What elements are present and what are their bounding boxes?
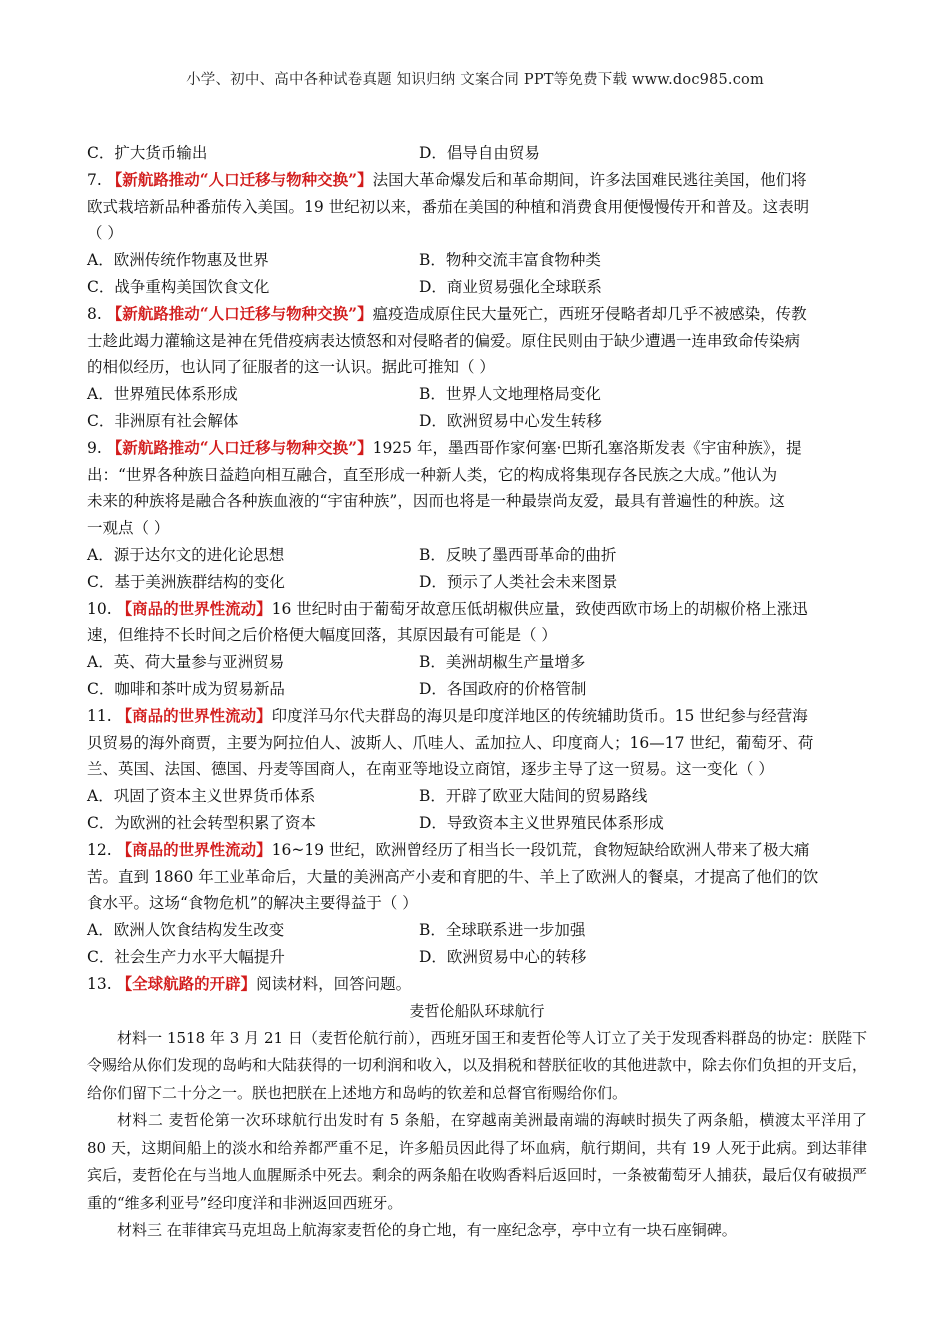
option-a[interactable]: A．欧洲人饮食结构发生改变 (87, 921, 285, 940)
question-text: 兰、英国、法国、德国、丹麦等国商人，在南亚等地设立商馆，逐步主导了这一贸易。这一变化（ ） (87, 760, 774, 779)
option-b[interactable]: B．开辟了欧亚大陆间的贸易路线 (419, 787, 648, 806)
options-row (87, 676, 867, 703)
question-11 (87, 703, 867, 837)
question-8 (87, 301, 867, 435)
option-d[interactable]: D．商业贸易强化全球联系 (419, 277, 602, 296)
options-row (87, 944, 867, 971)
options-row (87, 247, 867, 274)
option-c[interactable]: C．社会生产力水平大幅提升 (87, 947, 285, 966)
question-text: （ ） (87, 224, 123, 243)
option-a[interactable]: A．源于达尔文的进化论思想 (87, 545, 285, 564)
option-b[interactable]: B．美洲胡椒生产量增多 (419, 653, 586, 672)
question-text: 印度洋马尔代夫群岛的海贝是印度洋地区的传统辅助货币。15 世纪参与经营海 (271, 706, 808, 725)
question-number: 12. (87, 840, 112, 859)
question-9 (87, 435, 867, 596)
option-c[interactable]: C．为欧洲的社会转型积累了资本 (87, 813, 316, 832)
question-text: 未来的种族将是融合各种族血液的“宇宙种族”，因而也将是一种最崇尚友爱，最具有普遍性的种族。这 (87, 492, 785, 511)
question-text: 欧式栽培新品种番茄传入美国。19 世纪初以来，番茄在美国的种植和消费食用便慢慢传开和普及。这表明 (87, 197, 810, 216)
options-row (87, 542, 867, 569)
question-number: 11. (87, 706, 112, 725)
options-prev-question (87, 140, 867, 167)
question-text: 阅读材料，回答问题。 (256, 974, 412, 993)
question-text: 1925 年，墨西哥作家何塞·巴斯孔塞洛斯发表《宇宙种族》，提 (372, 438, 802, 457)
options-row (87, 569, 867, 596)
option-d[interactable]: D．欧洲贸易中心发生转移 (419, 411, 602, 430)
question-number: 9. (87, 438, 102, 457)
option-a[interactable]: A．世界殖民体系形成 (87, 385, 238, 404)
question-text: 速，但维持不长时间之后价格便大幅度回落，其原因最有可能是（ ） (87, 626, 557, 645)
page-header[interactable]: 小学、初中、高中各种试卷真题 知识归纳 文案合同 PPT等免费下载 www.doc985.com (186, 72, 764, 88)
option-b[interactable]: B．反映了墨西哥革命的曲折 (419, 545, 617, 564)
option-d[interactable]: D．导致资本主义世界殖民体系形成 (419, 813, 664, 832)
question-tag: 【新航路推动“人口迁移与物种交换”】 (106, 303, 373, 323)
question-tag: 【商品的世界性流动】 (116, 598, 272, 618)
option-c: C．扩大货币输出 (87, 144, 208, 162)
material-3: 材料三 在菲律宾马克坦岛上航海家麦哲伦的身亡地，有一座纪念亭，亭中立有一块石座铜碑。 (117, 1221, 737, 1239)
options-row (87, 810, 867, 837)
option-c[interactable]: C．基于美洲族群结构的变化 (87, 572, 285, 591)
question-text: 16 世纪时由于葡萄牙故意压低胡椒供应量，致使西欧市场上的胡椒价格上涨迅 (271, 599, 808, 618)
option-a[interactable]: A．巩固了资本主义世界货币体系 (87, 787, 316, 806)
question-text: 法国大革命爆发后和革命期间，许多法国难民逃往美国，他们将 (372, 170, 807, 189)
question-text: 苦。直到 1860 年工业革命后，大量的美洲高产小麦和育肥的牛、羊上了欧洲人的餐桌，才提高了他们的饮 (87, 867, 819, 886)
option-b[interactable]: B．世界人文地理格局变化 (419, 385, 601, 404)
exam-content (87, 140, 867, 1245)
question-number: 10. (87, 599, 112, 618)
question-tag: 【商品的世界性流动】 (116, 839, 272, 859)
option-b[interactable]: B．全球联系进一步加强 (419, 921, 586, 940)
option-d[interactable]: D．预示了人类社会未来图景 (419, 572, 618, 591)
question-text: 贝贸易的海外商贾，主要为阿拉伯人、波斯人、爪哇人、孟加拉人、印度商人；16—17 世纪，葡萄牙、荷 (87, 733, 814, 752)
question-number: 8. (87, 304, 102, 323)
option-a[interactable]: A．英、荷大量参与亚洲贸易 (87, 653, 285, 672)
question-text: 食水平。这场“食物危机”的解决主要得益于（ ） (87, 894, 418, 913)
option-c[interactable]: C．战争重构美国饮食文化 (87, 277, 270, 296)
question-number: 13. (87, 974, 112, 993)
question-tag: 【商品的世界性流动】 (116, 705, 272, 725)
question-7 (87, 167, 867, 301)
material-2: 材料二 麦哲伦第一次环球航行出发时有 5 条船，在穿越南美洲最南端的海峡时损失了两条船，横渡太平洋用了 80 天，这期间船上的淡水和给养都严重不足，许多船员因此得了坏血病，航行期间，共有 19 人死于此病。到达菲律宾后，麦哲伦在与当地人血腥厮杀中死去。剩余的两条船在收购香料后返回时，一条被葡萄牙人捕获，最后仅有破损严重的“维多利亚号”经印度洋和非洲返回西班牙。 (87, 1111, 868, 1212)
question-tag: 【全球航路的开辟】 (116, 973, 257, 993)
options-row (87, 408, 867, 435)
question-tag: 【新航路推动“人口迁移与物种交换”】 (106, 169, 373, 189)
options-row (87, 274, 867, 301)
option-d[interactable]: D．各国政府的价格管制 (419, 679, 587, 698)
question-13 (87, 971, 867, 1245)
options-row (87, 381, 867, 408)
question-10 (87, 596, 867, 703)
question-text: 16~19 世纪，欧洲曾经历了相当长一段饥荒，食物短缺给欧洲人带来了极大痛 (271, 840, 810, 859)
option-d: D．倡导自由贸易 (419, 144, 540, 162)
options-row (87, 917, 867, 944)
question-text: 士趁此竭力灌输这是神在凭借疫病表达愤怒和对侵略者的偏爱。原住民则由于缺少遭遇一连串致命传染病 (87, 331, 801, 350)
option-b[interactable]: B．物种交流丰富食物种类 (419, 251, 601, 270)
material-title: 麦哲伦船队环球航行 (409, 1001, 545, 1020)
option-d[interactable]: D．欧洲贸易中心的转移 (419, 947, 587, 966)
question-text: 的相似经历，也认同了征服者的这一认识。据此可推知（ ） (87, 358, 495, 377)
question-text: 一观点（ ） (87, 519, 170, 538)
options-row (87, 783, 867, 810)
option-c[interactable]: C．非洲原有社会解体 (87, 411, 239, 430)
option-a[interactable]: A．欧洲传统作物惠及世界 (87, 251, 269, 270)
option-c[interactable]: C．咖啡和茶叶成为贸易新品 (87, 679, 285, 698)
question-12 (87, 837, 867, 971)
material-1: 材料一 1518 年 3 月 21 日（麦哲伦航行前），西班牙国王和麦哲伦等人订立了关于发现香料群岛的协定：朕陛下令赐给从你们发现的岛屿和大陆获得的一切利润和收入，以及捐税和替朕征收的其他进款中，除去你们负担的开支后，给你们留下二十分之一。朕也把朕在上述地方和岛屿的钦差和总督官衔赐给你们。 (87, 1028, 868, 1102)
question-text: 出：“世界各种族日益趋向相互融合，直至形成一种新人类，它的构成将集现存各民族之大成。”他认为 (87, 465, 778, 484)
options-row (87, 649, 867, 676)
question-number: 7. (87, 170, 102, 189)
question-tag: 【新航路推动“人口迁移与物种交换”】 (106, 437, 373, 457)
question-text: 瘟疫造成原住民大量死亡，西班牙侵略者却几乎不被感染，传教 (372, 304, 807, 323)
